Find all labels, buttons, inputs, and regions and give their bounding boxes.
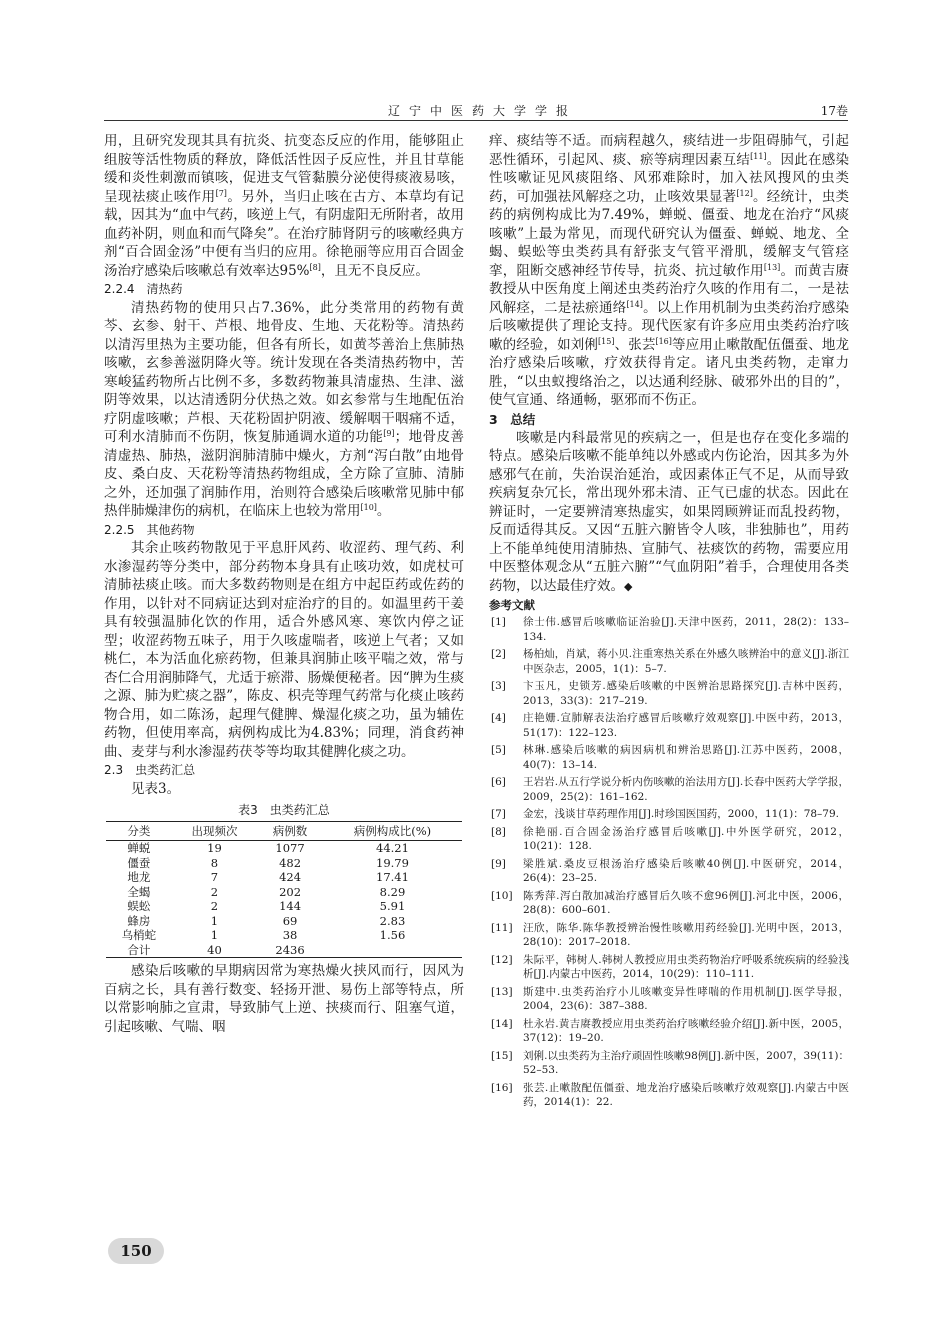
reference-item bbox=[489, 889, 849, 918]
citation[interactable]: [14] bbox=[626, 299, 643, 309]
table-cell: 19 bbox=[207, 841, 222, 855]
paragraph: 痒、痰结等不适。而病程越久，痰结进一步阻碍肺气，引起恶性循环，引起风、痰、瘀等病理因素互结[11]。因此在感染性咳嗽证见风痰阻络、风邪难除时，加入祛风搜风的虫类药，可加强祛风解痉之功，止咳效果显著[12]。经统计，虫类药的病例构成比为7.49%，蝉蜕、僵蚕、地龙在治疗“风痰咳嗽”上最为常见，而现代研究认为僵蚕、蝉蜕、地龙、全蝎、蜈蚣等虫类药具有舒张支气管平滑肌，缓解支气管痉挛，阻断交感神经节传导，抗炎、抗过敏作用[13]。而黄吉赓教授从中医角度上阐述虫类药治疗久咳的作用有二，一是祛风解痉，二是祛瘀通络[14]。以上作用机制为虫类药治疗感染后咳嗽提供了理论支持。现代医家有许多应用虫类药治疗咳嗽的经验，如刘俐[15]、张芸[16]等应用止嗽散配伍僵蚕、地龙治疗感染后咳嗽，疗效获得肯定。诸凡虫类药物，走窜力胜，“以虫蚁搜络治之，以达通利经脉、破邪外出的目的”，使气宣通、络通畅，驱邪而不伤正。 bbox=[489, 133, 850, 408]
reference-item bbox=[489, 953, 849, 982]
table-cell: 1 bbox=[210, 913, 219, 928]
references-title: 参考文献 bbox=[489, 598, 535, 612]
table-row bbox=[106, 841, 462, 856]
reference-text: 林琳.感染后咳嗽的病因病机和辨治思路[J].江苏中医药，2008，40(7)：13–14. bbox=[523, 744, 849, 771]
reference-number: [15] bbox=[491, 1049, 513, 1062]
table-cell: 乌梢蛇 bbox=[121, 928, 157, 942]
citation[interactable]: [16] bbox=[655, 336, 672, 346]
table-cell: 全蝎 bbox=[127, 884, 151, 899]
reference-number: [1] bbox=[491, 616, 506, 628]
table-header: 病例数 bbox=[257, 822, 323, 841]
table-cell: 19.79 bbox=[376, 855, 409, 870]
reference-number: [13] bbox=[491, 985, 513, 998]
reference-number: [10] bbox=[491, 889, 513, 902]
reference-number: [14] bbox=[491, 1017, 513, 1030]
citation[interactable]: [11] bbox=[750, 151, 767, 161]
citation[interactable]: [9] bbox=[383, 429, 395, 438]
reference-number: [5] bbox=[491, 744, 506, 756]
reference-text: 金宏，浅谈甘草药理作用[J].时珍国医国药，2000，11(1)：78–79. bbox=[523, 808, 840, 820]
table-row bbox=[106, 943, 462, 958]
reference-text: 杜永岩.黄吉赓教授应用虫类药治疗咳嗽经验介绍[J].新中医，2005，37(12)：19–20. bbox=[523, 1017, 849, 1044]
journal-title: 辽宁中医药大学学报 bbox=[388, 104, 578, 118]
reference-number: [6] bbox=[491, 776, 506, 788]
table-row bbox=[106, 928, 462, 943]
right-column bbox=[489, 132, 849, 1113]
table-cell: 17.41 bbox=[376, 870, 409, 884]
reference-text: 张芸.止嗽散配伍僵蚕、地龙治疗感染后咳嗽疗效观察[J].内蒙古中医药，2014(1)：22. bbox=[523, 1081, 849, 1108]
table-cell bbox=[323, 943, 462, 958]
reference-number: [12] bbox=[491, 953, 513, 966]
reference-number: [11] bbox=[491, 921, 513, 934]
table-cell: 8 bbox=[210, 855, 219, 870]
reference-item bbox=[489, 711, 849, 740]
table-cell: 482 bbox=[279, 855, 302, 870]
reference-number: [4] bbox=[491, 712, 506, 724]
table-cell: 蜂房 bbox=[127, 913, 151, 928]
table-cell: 1077 bbox=[275, 841, 305, 855]
reference-text: 卞玉凡，史锁芳.感染后咳嗽的中医辨治思路探究[J].吉林中医药，2013，33(3)：217–219. bbox=[523, 680, 849, 707]
reference-text: 徐士伟.感冒后咳嗽临证治验[J].天津中医药，2011，28(2)：133–134. bbox=[523, 616, 849, 643]
end-mark: ◆ bbox=[624, 579, 633, 593]
table-cell: 2436 bbox=[257, 943, 323, 958]
references-list bbox=[489, 615, 849, 1110]
citation[interactable]: [13] bbox=[763, 262, 781, 272]
section-heading-2-2-4: 2.2.4 清热药 bbox=[104, 282, 183, 296]
reference-number: [8] bbox=[491, 825, 506, 838]
table-cell: 地龙 bbox=[127, 870, 151, 884]
citation[interactable]: [10] bbox=[360, 503, 377, 512]
reference-text: 杨柏灿，肖斌，蒋小贝.注重寒热关系在外感久咳辨治中的意义[J].浙江中医杂志，2005，1(1)：5–7. bbox=[523, 648, 849, 675]
reference-item bbox=[489, 1017, 849, 1046]
reference-text: 王岩岩.从五行学说分析内伤咳嗽的治法用方[J].长春中医药大学学报，2009，25(2)：161–162. bbox=[523, 776, 849, 803]
left-column bbox=[104, 132, 464, 1036]
citation[interactable]: [7] bbox=[215, 188, 227, 198]
reference-item bbox=[489, 615, 849, 644]
section-heading-2-2-5: 2.2.5 其他药物 bbox=[104, 522, 195, 537]
volume-label: 17卷 bbox=[820, 104, 848, 118]
table-reference: 见表3。 bbox=[131, 780, 181, 797]
table-cell: 2 bbox=[210, 884, 219, 899]
reference-text: 斯建中.虫类药治疗小儿咳嗽变异性哮喘的作用机制[J].医学导报，2004，23(6)：387–388. bbox=[523, 985, 849, 1012]
reference-number: [3] bbox=[491, 680, 506, 692]
reference-number: [7] bbox=[491, 808, 506, 820]
section-heading-3: 3 总结 bbox=[489, 411, 536, 427]
paragraph: 用，且研究发现其具有抗炎、抗变态反应的作用，能够阻止组胺等活性物质的释放，降低活性因子反应性，并且甘草能缓和炎性刺激而镇咳，促进支气管黏膜分泌使得痰液易咳，呈现祛痰止咳作用[7]。另外，当归止咳在古方、本草均有记载，因其为“血中气药，咳逆上气，有阴虚阳无所附者，故用血药补阴，则血和而气降矣”。在治疗肺肾阴亏的咳嗽经典方剂“百合固金汤”中便有当归的应用。徐艳丽等应用百合固金汤治疗感染后咳嗽总有效率达95%[8]，且无不良反应。 bbox=[104, 133, 465, 279]
table-cell: 8.29 bbox=[379, 884, 406, 899]
table-cell: 144 bbox=[279, 899, 302, 913]
header-rule bbox=[104, 120, 848, 121]
reference-item bbox=[489, 679, 849, 708]
table-cell: 2.83 bbox=[379, 913, 406, 928]
paragraph: 感染后咳嗽的早期病因常为寒热燥火挟风而行，因风为百病之长，具有善行数变、轻扬开泄、易伤上部等特点，所以常影响肺之宣肃，导致肺气上逆、挟痰而行、阻塞气道，引起咳嗽、气喘、咽 bbox=[104, 963, 464, 1035]
table-row bbox=[106, 870, 462, 885]
reference-item bbox=[489, 921, 849, 950]
reference-item bbox=[489, 825, 849, 854]
table-header-row bbox=[106, 822, 462, 841]
table-row bbox=[106, 885, 462, 900]
reference-item bbox=[489, 1049, 849, 1078]
citation[interactable]: [12] bbox=[736, 188, 753, 198]
table-caption: 表3 虫类药汇总 bbox=[238, 803, 330, 817]
reference-item bbox=[489, 647, 849, 676]
table-header: 病例构成比(%) bbox=[323, 822, 462, 841]
table-row bbox=[106, 899, 462, 914]
table-cell: 1 bbox=[210, 928, 219, 942]
reference-item bbox=[489, 807, 849, 822]
table-cell: 蝉蜕 bbox=[127, 841, 151, 855]
table-cell: 蜈蚣 bbox=[127, 899, 151, 913]
reference-text: 刘俐.以虫类药为主治疗顽固性咳嗽98例[J].新中医，2007，39(11)：52–53. bbox=[523, 1049, 849, 1076]
reference-number: [16] bbox=[491, 1081, 513, 1094]
reference-text: 徐艳丽.百合固金汤治疗感冒后咳嗽[J].中外医学研究，2012，10(21)：128. bbox=[523, 825, 849, 852]
reference-text: 梁胜斌.桑皮豆根汤治疗感染后咳嗽40例[J].中医研究，2014，26(4)：23–25. bbox=[523, 857, 849, 884]
table-cell: 424 bbox=[279, 870, 302, 884]
reference-text: 朱际平，韩树人.韩树人教授应用虫类药物治疗呼吸系统疾病的经验浅析[J].内蒙古中医药，2014，10(29)：110–111. bbox=[523, 953, 849, 980]
reference-text: 汪欣，陈华.陈华教授辨治慢性咳嗽用药经验[J].光明中医，2013，28(10)：2017–2018. bbox=[523, 921, 849, 948]
table-cell: 2 bbox=[210, 899, 219, 913]
table-header: 出现频次 bbox=[172, 822, 257, 841]
section-heading-2-3: 2.3 虫类药汇总 bbox=[104, 763, 196, 777]
table-row bbox=[106, 914, 462, 929]
reference-item bbox=[489, 985, 849, 1014]
running-header bbox=[104, 100, 848, 122]
reference-item bbox=[489, 857, 849, 886]
reference-item bbox=[489, 775, 849, 804]
citation[interactable]: [15] bbox=[598, 336, 615, 346]
reference-number: [2] bbox=[491, 648, 506, 660]
reference-item bbox=[489, 1081, 849, 1110]
table-cell: 44.21 bbox=[376, 841, 409, 855]
reference-number: [9] bbox=[491, 857, 506, 870]
paragraph: 清热药物的使用只占7.36%，此分类常用的药物有黄芩、玄参、射干、芦根、地骨皮、生地、天花粉等。清热药以清泻里热为主要功能，但各有所长，如黄芩善治上焦肺热咳嗽，玄参善滋阴降火等。统计发现在各类清热药物中，苦寒峻猛药物所占比例不多，多数药物兼具清虚热、生津、滋阴等效果，以达清透阴分伏热之效。如玄参常与生地配伍治疗阴虚咳嗽；芦根、天花粉固护阴液、缓解咽干咽痛不适，可利水清肺而不伤阴，恢复肺通调水道的功能[9]；地骨皮善清虚热、肺热，滋阴润肺清肺中燥火，方剂“泻白散”由地骨皮、桑白皮、天花粉等清热药物组成，全方除了宣肺、清肺之外，还加强了润肺作用，治则符合感染后咳嗽常见肺中郁热伴肺燥津伤的病机，在临床上也较为常用[10]。 bbox=[104, 299, 464, 519]
table-cell: 1.56 bbox=[379, 928, 406, 942]
table-cell: 202 bbox=[279, 884, 302, 899]
table-cell: 38 bbox=[282, 928, 298, 942]
table-cell: 僵蚕 bbox=[127, 855, 151, 870]
reference-item bbox=[489, 743, 849, 772]
table-cell: 合计 bbox=[106, 943, 172, 958]
paragraph: 咳嗽是内科最常见的疾病之一，但是也存在变化多端的特点。感染后咳嗽不能单纯以外感或内伤论治，因其多为外感邪气在前，失治误治延治，或因素体正气不足，从而导致疾病复杂冗长，常出现外邪未清、正气已虚的状态。因此在辨证时，一定要辨清寒热虚实，如果罔顾辨证而乱投药物，反而适得其反。又因“五脏六腑皆令人咳，非独肺也”，用药上不能单纯使用清肺热、宣肺气、祛痰饮的药物，需要应用中医整体观念从“五脏六腑”“气血阴阳”着手，合理使用各类药物，以达最佳疗效。◆ bbox=[489, 429, 849, 594]
table-row bbox=[106, 856, 462, 871]
table-cell: 40 bbox=[172, 943, 257, 958]
table-cell: 69 bbox=[282, 913, 298, 928]
citation[interactable]: [8] bbox=[309, 262, 321, 272]
insect-drug-table bbox=[106, 821, 462, 958]
table-header: 分类 bbox=[106, 822, 172, 841]
page-number: 150 bbox=[108, 1238, 164, 1264]
reference-text: 陈秀萍.泻白散加减治疗感冒后久咳不愈96例[J].河北中医，2006，28(8)：600–601. bbox=[523, 889, 849, 916]
paragraph: 其余止咳药物散见于平息肝风药、收涩药、理气药、利水渗湿药等分类中，部分药物本身具有止咳功效，如虎杖可清肺祛痰止咳。而大多数药物则是在组方中起臣药或佐药的作用，以针对不同病证达到对症治疗的目的。如温里药干姜具有较强温肺化饮的作用，适合外感风寒、寒饮内停之证型；收涩药物五味子，用于久咳虚喘者，咳逆上气者；又如桃仁，本为活血化瘀药物，但兼具润肺止咳平喘之效，常与杏仁合用润肺降气，尤适于瘀滞、肠燥便秘者。因“脾为生痰之源、肺为贮痰之器”，陈皮、枳壳等理气药常与化痰止咳药物合用，如二陈汤，起理气健脾、燥湿化痰之功，虽为辅佐药物，但使用率高，病例构成比为4.83%；同理，消食药神曲、麦芽与利水渗湿药茯苓等均取其健脾化痰之功。 bbox=[104, 540, 464, 760]
table-cell: 5.91 bbox=[379, 899, 406, 913]
table-cell: 7 bbox=[210, 870, 219, 884]
reference-text: 庄艳姗.宣肺解表法治疗感冒后咳嗽疗效观察[J].中医中药，2013，51(17)：122–123. bbox=[523, 712, 849, 739]
